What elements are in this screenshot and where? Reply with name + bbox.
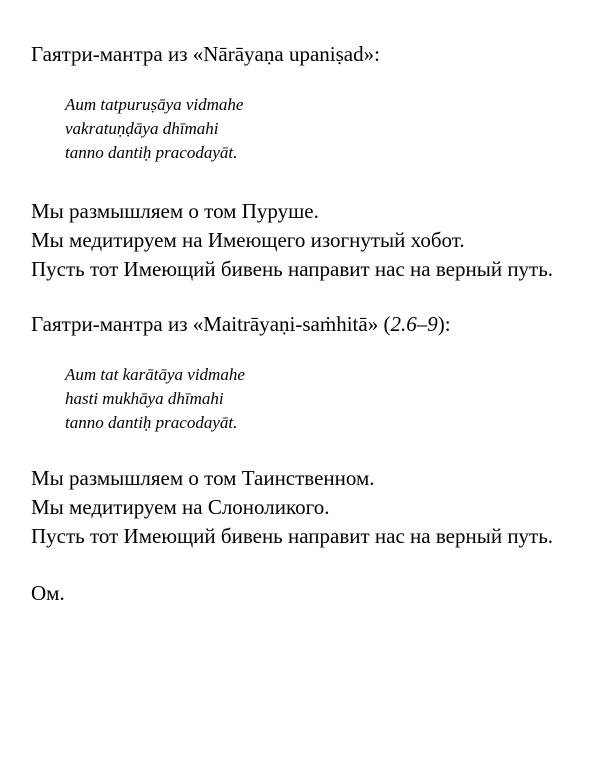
- verse-line: Aum tatpuruṣāya vidmahe: [65, 95, 244, 114]
- translation-line: Мы медитируем на Имеющего изогнутый хобот.: [31, 228, 465, 252]
- verse-line: tanno dantiḥ pracodayāt.: [65, 143, 238, 162]
- translation-line: Пусть тот Имеющий бивень направит нас на верный путь.: [31, 524, 554, 548]
- translation-1: [31, 198, 553, 285]
- translation-line: Пусть тот Имеющий бивень направит нас на верный путь.: [31, 257, 554, 281]
- verse-line: Aum tat karātāya vidmahe: [65, 365, 245, 384]
- translation-line: Мы размышляем о том Таинственном.: [31, 466, 375, 490]
- heading-narayana-upanishad: Гаятри-мантра из «Nārāyaṇa upaniṣad»:: [31, 42, 380, 66]
- heading-suffix: ):: [437, 312, 451, 336]
- heading-prefix: Гаятри-мантра из «Maitrāyaṇi-saṁhitā» (: [31, 312, 391, 336]
- mantra-verse-1: [65, 93, 243, 165]
- translation-line: Мы размышляем о том Пуруше.: [31, 199, 319, 223]
- heading-reference: 2.6–9: [390, 312, 438, 336]
- verse-line: tanno dantiḥ pracodayāt.: [65, 413, 238, 432]
- closing-om: Ом.: [31, 581, 65, 605]
- translation-line: Мы медитируем на Слоноликого.: [31, 495, 330, 519]
- heading-maitrayani-samhita: [31, 311, 451, 337]
- verse-line: hasti mukhāya dhīmahi: [65, 389, 224, 408]
- translation-2: [31, 465, 553, 552]
- mantra-verse-2: [65, 363, 245, 435]
- verse-line: vakratuṇḍāya dhīmahi: [65, 119, 219, 138]
